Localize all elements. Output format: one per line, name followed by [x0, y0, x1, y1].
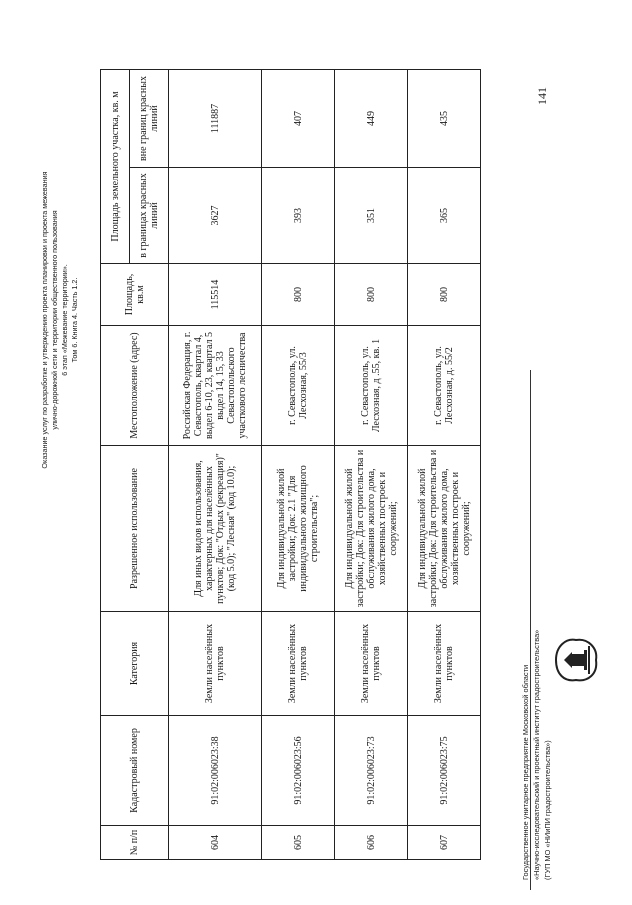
- col-header-location: Местоположение (адрес): [101, 326, 169, 446]
- footer-line-2: «Научно-исследовательский и проектный институт градостроительства»: [532, 629, 541, 880]
- land-plot-table-container: [100, 70, 472, 860]
- cell-num: 605: [262, 826, 335, 860]
- cell-location: г. Севастополь, ул. Лесхозная, д. 55/2: [408, 326, 481, 446]
- cell-inside: 3627: [169, 168, 262, 264]
- footer: [520, 560, 580, 880]
- cell-inside: 351: [335, 168, 408, 264]
- cell-num: 606: [335, 826, 408, 860]
- cell-location: Российская Федерация, г. Севастополь, квартал 4, выдел 6-10, 23, квартал 5 выдел 14, 15, 33 Севастопольского участкового лесничества: [169, 326, 262, 446]
- footer-line-3: (ГУП МО «НИиПИ градостроительства»): [543, 740, 552, 880]
- col-header-outside: вне границ красных линий: [130, 70, 169, 168]
- institute-logo-icon: [548, 632, 604, 688]
- cell-num: 607: [408, 826, 481, 860]
- cell-area: 800: [262, 264, 335, 326]
- cell-cadastral: 91:02:006023:73: [335, 716, 408, 826]
- header-line-2: улично-дорожной сети и территории общественного пользования: [50, 210, 59, 430]
- header-line-3: 6 этап «Межевание территории».: [60, 264, 69, 376]
- cell-permitted-use: Для иных видов использования, характерных для населённых пунктов; Док: "Отдых (рекреация)" (код 5.0); "Лесная" (код 10.0);: [169, 446, 262, 612]
- cell-area: 115514: [169, 264, 262, 326]
- page-number: 141: [535, 87, 549, 105]
- cell-cadastral: 91:02:006023:38: [169, 716, 262, 826]
- table-row: [262, 70, 335, 860]
- cell-outside: 449: [335, 70, 408, 168]
- cell-category: Земли населённых пунктов: [335, 612, 408, 716]
- table-row: [408, 70, 481, 860]
- table-row: [169, 70, 262, 860]
- cell-outside: 435: [408, 70, 481, 168]
- cell-location: г. Севастополь, ул. Лесхозная, 55/3: [262, 326, 335, 446]
- cell-area: 800: [335, 264, 408, 326]
- col-header-cadastral: Кадастровый номер: [101, 716, 169, 826]
- footer-line-1: Государственное унитарное предприятие Московской области: [521, 664, 530, 880]
- col-header-land-area-group: Площадь земельного участка, кв. м: [101, 70, 130, 264]
- cell-permitted-use: Для индивидуальной жилой застройки; Док: 2.1 "Для индивидуального жилищного строительства";: [262, 446, 335, 612]
- cell-area: 800: [408, 264, 481, 326]
- col-header-area: Площадь, кв.м: [101, 264, 169, 326]
- cell-outside: 407: [262, 70, 335, 168]
- col-header-category: Категория: [101, 612, 169, 716]
- header-line-1: Оказание услуг по разработке и утверждению проекта планировки и проекта межевания: [40, 171, 49, 469]
- table-row: [335, 70, 408, 860]
- land-plot-table: [100, 69, 481, 860]
- cell-permitted-use: Для индивидуальной жилой застройки; Док: Для строительства и обслуживания жилого дома, хозяйственных построек и сооружений;: [408, 446, 481, 612]
- cell-category: Земли населённых пунктов: [262, 612, 335, 716]
- cell-outside: 111887: [169, 70, 262, 168]
- cell-category: Земли населённых пунктов: [169, 612, 262, 716]
- cell-category: Земли населённых пунктов: [408, 612, 481, 716]
- cell-permitted-use: Для индивидуальной жилой застройки; Док: Для строительства и обслуживания жилого дома, хозяйственных построек и сооружений;: [335, 446, 408, 612]
- cell-cadastral: 91:02:006023:75: [408, 716, 481, 826]
- col-header-permitted-use: Разрешенное использование: [101, 446, 169, 612]
- header-line-4: Том 6. Книга 4. Часть 1.2.: [70, 277, 79, 363]
- col-header-inside: в границах красных линий: [130, 168, 169, 264]
- cell-location: г. Севастополь, ул. Лесхозная, д .55, кв. 1: [335, 326, 408, 446]
- cell-inside: 365: [408, 168, 481, 264]
- cell-num: 604: [169, 826, 262, 860]
- cell-cadastral: 91:02:006023:56: [262, 716, 335, 826]
- col-header-num: № п/п: [101, 826, 169, 860]
- cell-inside: 393: [262, 168, 335, 264]
